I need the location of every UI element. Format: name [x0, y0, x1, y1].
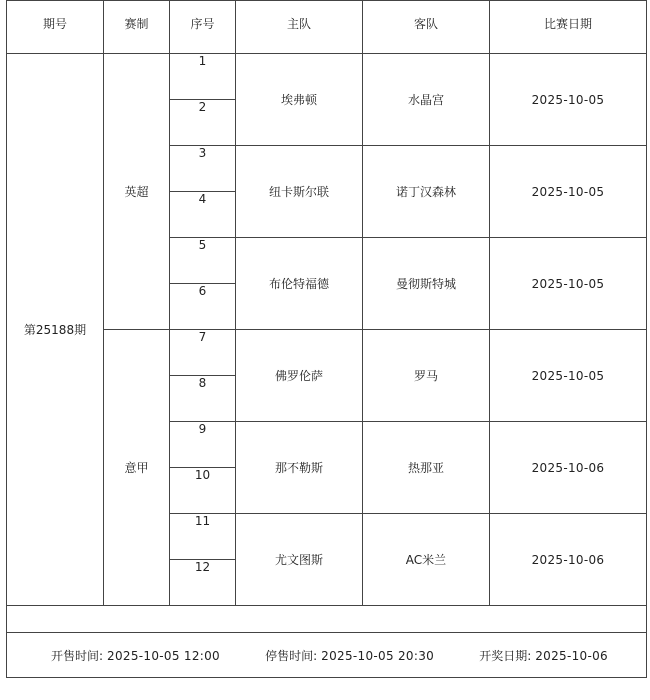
- league-cell: 意甲: [104, 330, 170, 606]
- sale-start: [51, 647, 220, 664]
- header-away: 客队: [363, 1, 490, 54]
- sale-stop-label: 停售时间:: [265, 648, 318, 663]
- header-home: 主队: [236, 1, 363, 54]
- blank-row: [7, 606, 647, 633]
- sale-stop-value: 2025-10-05 20:30: [321, 648, 435, 663]
- draw-date-label: 开奖日期:: [479, 648, 532, 663]
- home-team: 那不勒斯: [236, 422, 363, 514]
- match-date: 2025-10-06: [490, 422, 647, 514]
- table-row: [7, 54, 647, 100]
- away-team: AC米兰: [363, 514, 490, 606]
- home-team: 埃弗顿: [236, 54, 363, 146]
- blank-cell: [7, 606, 647, 633]
- home-team: 布伦特福德: [236, 238, 363, 330]
- draw-date-value: 2025-10-06: [535, 648, 608, 663]
- seq-cell: 7: [170, 330, 236, 376]
- seq-cell: 10: [170, 468, 236, 514]
- header-league: 赛制: [104, 1, 170, 54]
- away-team: 罗马: [363, 330, 490, 422]
- sale-start-value: 2025-10-05 12:00: [107, 648, 220, 663]
- seq-cell: 2: [170, 100, 236, 146]
- match-date: 2025-10-06: [490, 514, 647, 606]
- away-team: 诺丁汉森林: [363, 146, 490, 238]
- seq-cell: 8: [170, 376, 236, 422]
- header-period: 期号: [7, 1, 104, 54]
- seq-cell: 12: [170, 560, 236, 606]
- away-team: 热那亚: [363, 422, 490, 514]
- match-date: 2025-10-05: [490, 238, 647, 330]
- schedule-table: [6, 0, 647, 678]
- away-team: 曼彻斯特城: [363, 238, 490, 330]
- match-date: 2025-10-05: [490, 54, 647, 146]
- home-team: 佛罗伦萨: [236, 330, 363, 422]
- seq-cell: 3: [170, 146, 236, 192]
- sale-start-label: 开售时间:: [51, 648, 104, 663]
- header-seq: 序号: [170, 1, 236, 54]
- draw-date: [479, 647, 608, 664]
- header-row: [7, 1, 647, 54]
- header-date: 比赛日期: [490, 1, 647, 54]
- seq-cell: 4: [170, 192, 236, 238]
- match-date: 2025-10-05: [490, 146, 647, 238]
- sale-stop: [265, 647, 434, 664]
- away-team: 水晶宫: [363, 54, 490, 146]
- period-cell: 第25188期: [7, 54, 104, 606]
- home-team: 尤文图斯: [236, 514, 363, 606]
- seq-cell: 1: [170, 54, 236, 100]
- seq-cell: 5: [170, 238, 236, 284]
- home-team: 纽卡斯尔联: [236, 146, 363, 238]
- seq-cell: 9: [170, 422, 236, 468]
- league-cell: 英超: [104, 54, 170, 330]
- footer-row: [7, 633, 647, 678]
- match-date: 2025-10-05: [490, 330, 647, 422]
- seq-cell: 11: [170, 514, 236, 560]
- seq-cell: 6: [170, 284, 236, 330]
- footer-cell: [7, 633, 647, 678]
